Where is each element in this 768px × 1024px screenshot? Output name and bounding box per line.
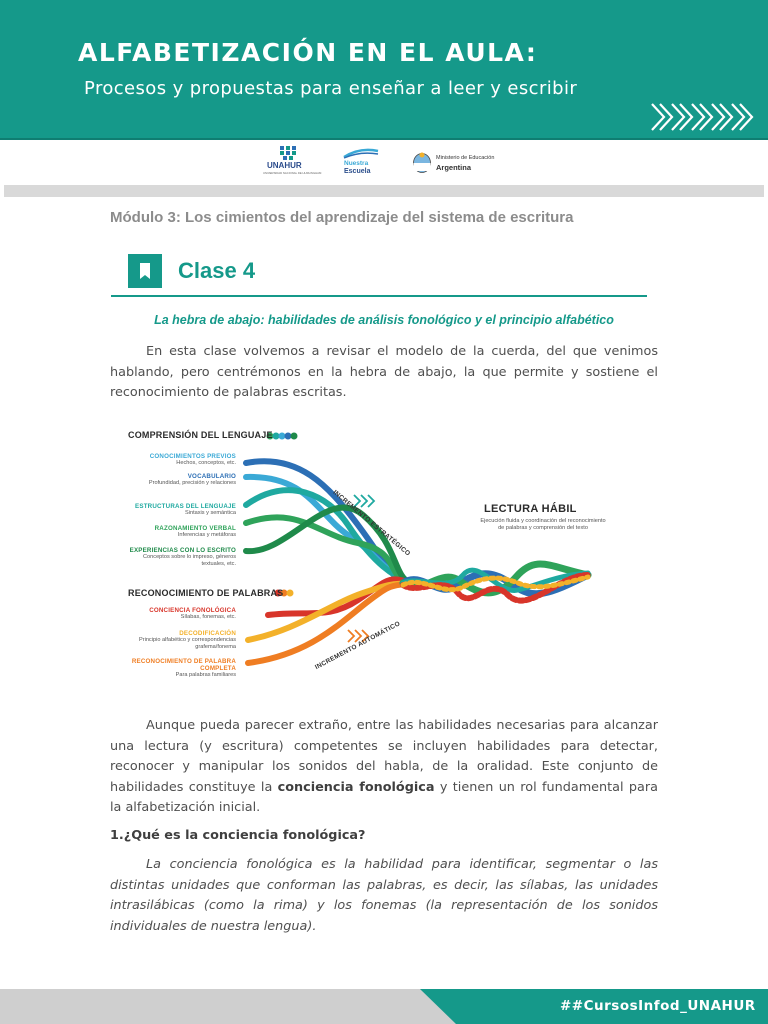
conciencia-emphasis: conciencia fonológica [277,779,435,795]
upper-item-5: EXPERIENCIAS CON LO ESCRITO Conceptos sobre lo impreso, géneros textuales, etc. [129,547,236,567]
ministerio-logo [412,145,522,181]
unahur-subname: UNIVERSIDAD NACIONAL DE HURLINGHAM [263,171,322,175]
question-heading: 1.¿Qué es la conciencia fonológica? [110,828,366,843]
class-divider [111,295,647,297]
definition-paragraph: La conciencia fonológica es la habilidad para identificar, segmentar o las distintas unidades que conforman las palabras, es decir, las sílabas, las unidades intrasilábicas (como la rima) y los fonemas (la representación de los sonidos individuales de nuestra lengua). [110,857,658,934]
lectura-habil-desc: Ejecución fluida y coordinación del reconocimiento de palabras y comprensión del texto [480,518,606,531]
unahur-name: UNAHUR [267,161,302,170]
upper-item-4: RAZONAMIENTO VERBAL Inferencias y metáforas [154,525,236,538]
conciencia-paragraph: Aunque pueda parecer extraño, entre las habilidades necesarias para alcanzar una lectura (y escritura) competentes se incluyen habilidades para detectar, reconocer y manipular los sonidos del habla, de la oralidad. Este conjunto de habilidades constituye la conciencia fonológica y tienen un rol fundamental para la alfabetización inicial. [110,718,658,815]
intro-paragraph: En esta clase volvemos a revisar el modelo de la cuerda, del que venimos hablando, pero centrémonos en la hebra de abajo, la que permite y sostiene el reconocimiento de palabras escritas. [110,344,658,400]
nuestra-escuela-mark-icon [342,147,380,159]
upper-item-1: CONOCIMIENTOS PREVIOS Hechos, conceptos, etc. [149,453,236,466]
footer-hashtag: ##CursosInfod_UNAHUR [560,998,756,1014]
argentina-label: Argentina [436,163,472,172]
upper-item-2: VOCABULARIO Profundidad, precisión y relaciones [148,473,236,486]
unahur-logo [258,145,322,181]
bookmark-icon [128,254,162,288]
course-subtitle: Procesos y propuestas para enseñar a leer y escribir [84,78,578,99]
reconocimiento-heading: RECONOCIMIENTO DE PALABRAS [128,588,284,598]
upper-item-3: ESTRUCTURAS DEL LENGUAJE Sintaxis y semántica [135,503,236,516]
lectura-habil-label: LECTURA HÁBIL [484,503,577,515]
lower-item-3: RECONOCIMIENTO DE PALABRA COMPLETA Para palabras familiares [131,658,236,678]
incremento-estrategico-label: INCREMENTO ESTRATÉGICO [331,489,412,558]
course-title: ALFABETIZACIÓN EN EL AULA: [78,38,538,67]
separator-band [4,185,764,197]
argentina-shield-icon [412,151,432,173]
ministerio-label: Ministerio de Educación [436,155,495,161]
header-banner [0,0,768,140]
class-title: Clase 4 [178,258,256,283]
unahur-mark-icon [280,146,296,160]
lower-item-1: CONCIENCIA FONOLÓGICA Sílabas, fonemas, etc. [149,607,236,620]
lower-item-2: DECODIFICACIÓN Principio alfabético y correspondencias grafema/fonema [138,630,236,650]
institution-logos [250,145,520,181]
nuestra-label: Nuestra [344,160,369,167]
header-divider [0,138,768,140]
reading-rope-diagram [118,425,608,687]
incremento-automatico-label: INCREMENTO AUTOMÁTICO [314,620,402,672]
section-subtitle: La hebra de abajo: habilidades de análisis fonológico y el principio alfabético [154,313,614,327]
chevrons-decoration-icon [650,100,758,134]
escuela-label: Escuela [344,168,371,175]
comprension-heading: COMPRENSIÓN DEL LENGUAJE [128,430,273,440]
nuestra-escuela-logo [342,145,388,181]
module-heading: Módulo 3: Los cimientos del aprendizaje del sistema de escritura [110,209,574,226]
